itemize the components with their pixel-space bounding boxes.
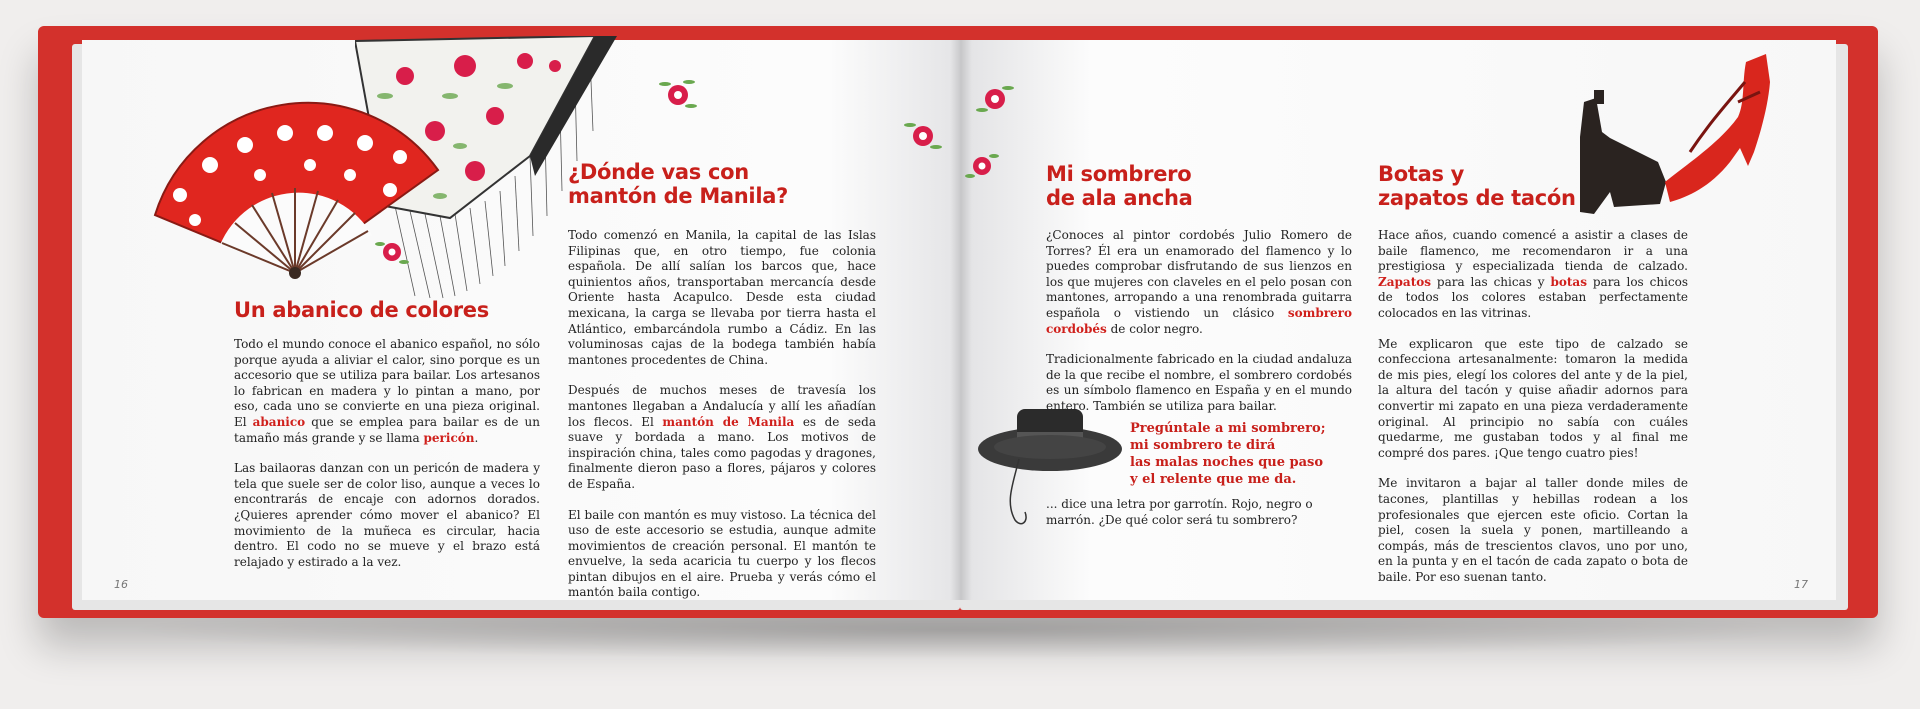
abanico-fan-illustration [150,95,460,285]
botas-highlight: botas [1550,274,1587,289]
sombrero-paragraph: ¿Conoces al pintor cordobés Julio Romero de Torres? Él era un enamorado del flamenco y lo puedes comprobar disfrutando de sus lienzos en los que mujeres con claveles en el pelo posan con mantones, arropando a una renombrada guitarra española o vistiendo un clásico sombrero cordobés de color negro. [1046,228,1352,336]
manton-highlight: mantón de Manila [662,414,795,429]
abanico-paragraph: Todo el mundo conoce el abanico español, no sólo porque ayuda a aliviar el calor, sino porque es un accesorio que se utiliza para bailar. Los artesanos lo fabrican en madera y lo pintan a mano, por eso, cada uno se convierte en una pieza original. El abanico que se emplea para bailar es de un tamaño más grande y se llama pericón. [234,337,540,445]
flower-icon [962,146,1002,186]
abanico-highlight: abanico [252,414,306,429]
flower-icon [900,113,946,159]
page-number-left: 16 [114,578,128,591]
manton-body [568,228,876,616]
book-gutter [950,40,972,600]
botas-heading: Botas y zapatos de tacón [1378,162,1576,210]
manton-paragraph: Todo comenzó en Manila, la capital de las Islas Filipinas que, en otro tiempo, fue colonia española. De allí salían los barcos que, hace quinientos años, transportaban mercancía desde Oriente hasta Acapulco. Desde esta ciudad mexicana, la carga se llevaba por tierra hasta el Atlántico, embarcándola rumbo a Cádiz. En las voluminosas cajas de la bodega también había mantones procedentes de China. [568,228,876,367]
pericon-highlight: pericón [423,430,475,445]
manton-paragraph: El baile con mantón es muy vistoso. La técnica del uso de este accesorio se estudia, aunque admite movimientos de creación personal. El mantón te envuelve, la seda acaricia tu cuerpo y los flecos pintan dibujos en el aire. Prueba y verás cómo el mantón baila contigo. [568,507,876,600]
page-number-right: 17 [1794,578,1808,591]
song-quote: Pregúntale a mi sombrero; mi sombrero te dirá las malas noches que paso y el relente que me da. [1130,421,1326,487]
sombrero-body [1046,228,1352,430]
sombrero-heading: Mi sombrero de ala ancha [1046,162,1193,210]
botas-paragraph: Hace años, cuando comencé a asistir a clases de baile flamenco, me recomendaron ir a una prestigiosa y especializada tienda de calzado. Zapatos para las chicas y botas para los chicos de todos los colores estaban perfectamente colocados en las vitrinas. [1378,228,1688,320]
flower-icon [655,72,701,118]
manton-paragraph: Después de muchos meses de travesía los mantones llegaban a Andalucía y allí les añadían los flecos. El mantón de Manila es de seda suave y bordada a mano. Los motivos de inspiración china, tales como pagodas y dragones, finalmente dieron paso a flores, pájaros y colores de España. [568,383,876,491]
botas-paragraph: Me invitaron a bajar al taller donde miles de tacones, plantillas y hebillas rodean a los profesionales que ejercen este oficio. Cortan la piel, cosen la suela y ponen, martilleando a compás, más de trescientos clavos, uno por uno, en la punta y en el tacón de cada zapato o bota de baile. Por eso suenan tanto. [1378,476,1688,584]
abanico-heading: Un abanico de colores [234,298,489,322]
zapatos-highlight: Zapatos [1378,274,1432,289]
botas-body [1378,228,1688,600]
flower-icon [372,232,412,272]
flower-icon [972,76,1018,122]
sombrero-paragraph: Tradicionalmente fabricado en la ciudad andaluza de la que recibe el nombre, el sombrero cordobés es un símbolo flamenco en España y en el mundo entero. También se utiliza para bailar. [1046,352,1352,413]
sombrero-highlight: sombrero cordobés [1046,305,1352,336]
quote-caption: ... dice una letra por garrotín. Rojo, negro o marrón. ¿De qué color será tu sombrero? [1046,497,1313,527]
abanico-body [234,337,540,585]
abanico-paragraph: Las bailaoras danzan con un pericón de madera y tela que suele ser de color liso, aunque a veces lo encontrarás de encaje con adornos dorados. ¿Quieres aprender cómo mover el abanico? El movimiento de la muñeca es circular, hacia dentro. El codo no se mueve y el brazo está relajado y estirado a la vez. [234,461,540,569]
boots-shoe-illustration [1570,42,1780,222]
botas-paragraph: Me explicaron que este tipo de calzado se confecciona artesanalmente: tomaron la medida de mis pies, elegí los colores del ante y de la piel, la altura del tacón y quise añadir adornos para convertir mi zapato en una pieza verdaderamente original. Al principio no sabía con cuáles quedarme, me gustaban todos y al final me compré dos pares. ¡Que tengo cuatro pies! [1378,336,1688,460]
manton-heading: ¿Dónde vas con mantón de Manila? [568,160,788,208]
